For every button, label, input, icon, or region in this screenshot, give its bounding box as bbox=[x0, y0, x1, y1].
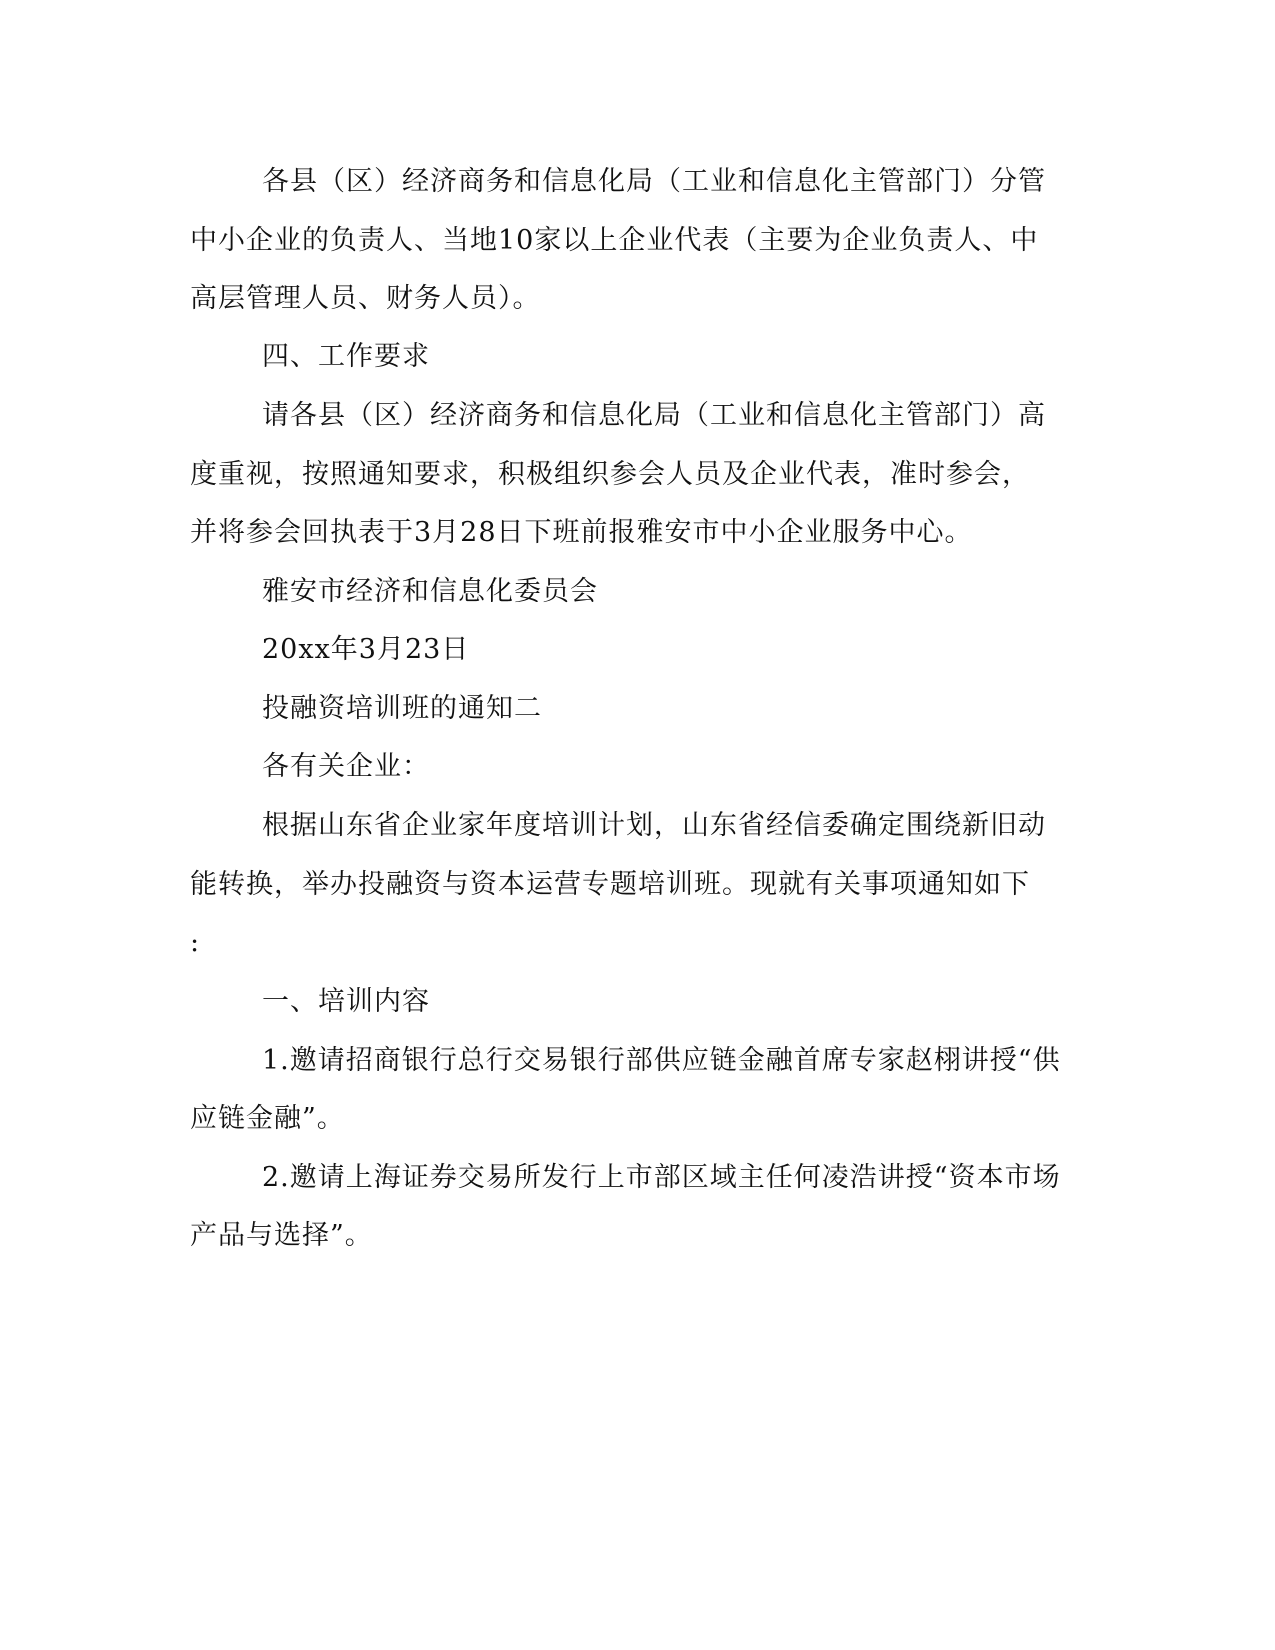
signature-organization: 雅安市经济和信息化委员会 bbox=[262, 576, 598, 607]
paragraph-3-line-3: : bbox=[190, 927, 201, 958]
paragraph-2-line-3: 并将参会回执表于3月28日下班前报雅安市中小企业服务中心。 bbox=[190, 517, 973, 548]
paragraph-2-line-2: 度重视，按照通知要求，积极组织参会人员及企业代表，准时参会， bbox=[190, 459, 1030, 490]
salutation: 各有关企业： bbox=[262, 751, 430, 782]
section-1-heading: 一、培训内容 bbox=[262, 986, 430, 1017]
paragraph-1-line-3: 高层管理人员、财务人员）。 bbox=[190, 283, 541, 314]
item-2-line-1: 2.邀请上海证券交易所发行上市部区域主任何凌浩讲授“资本市场 bbox=[262, 1162, 1061, 1193]
notice-2-title: 投融资培训班的通知二 bbox=[262, 693, 542, 724]
paragraph-3-line-1: 根据山东省企业家年度培训计划，山东省经信委确定围绕新旧动 bbox=[262, 810, 1046, 841]
paragraph-2-line-1: 请各县（区）经济商务和信息化局（工业和信息化主管部门）高 bbox=[262, 400, 1046, 431]
item-1-line-2: 应链金融”。 bbox=[190, 1103, 345, 1134]
paragraph-3-line-2: 能转换，举办投融资与资本运营专题培训班。现就有关事项通知如下 bbox=[190, 869, 1030, 900]
signature-date: 20xx年3月23日 bbox=[262, 634, 470, 665]
item-2-line-2: 产品与选择”。 bbox=[190, 1220, 373, 1251]
paragraph-1-line-2: 中小企业的负责人、当地10家以上企业代表（主要为企业负责人、中 bbox=[190, 225, 1039, 256]
section-4-heading: 四、工作要求 bbox=[262, 341, 430, 372]
paragraph-1-line-1: 各县（区）经济商务和信息化局（工业和信息化主管部门）分管 bbox=[262, 166, 1046, 197]
item-1-line-1: 1.邀请招商银行总行交易银行部供应链金融首席专家赵栩讲授“供 bbox=[262, 1045, 1061, 1076]
